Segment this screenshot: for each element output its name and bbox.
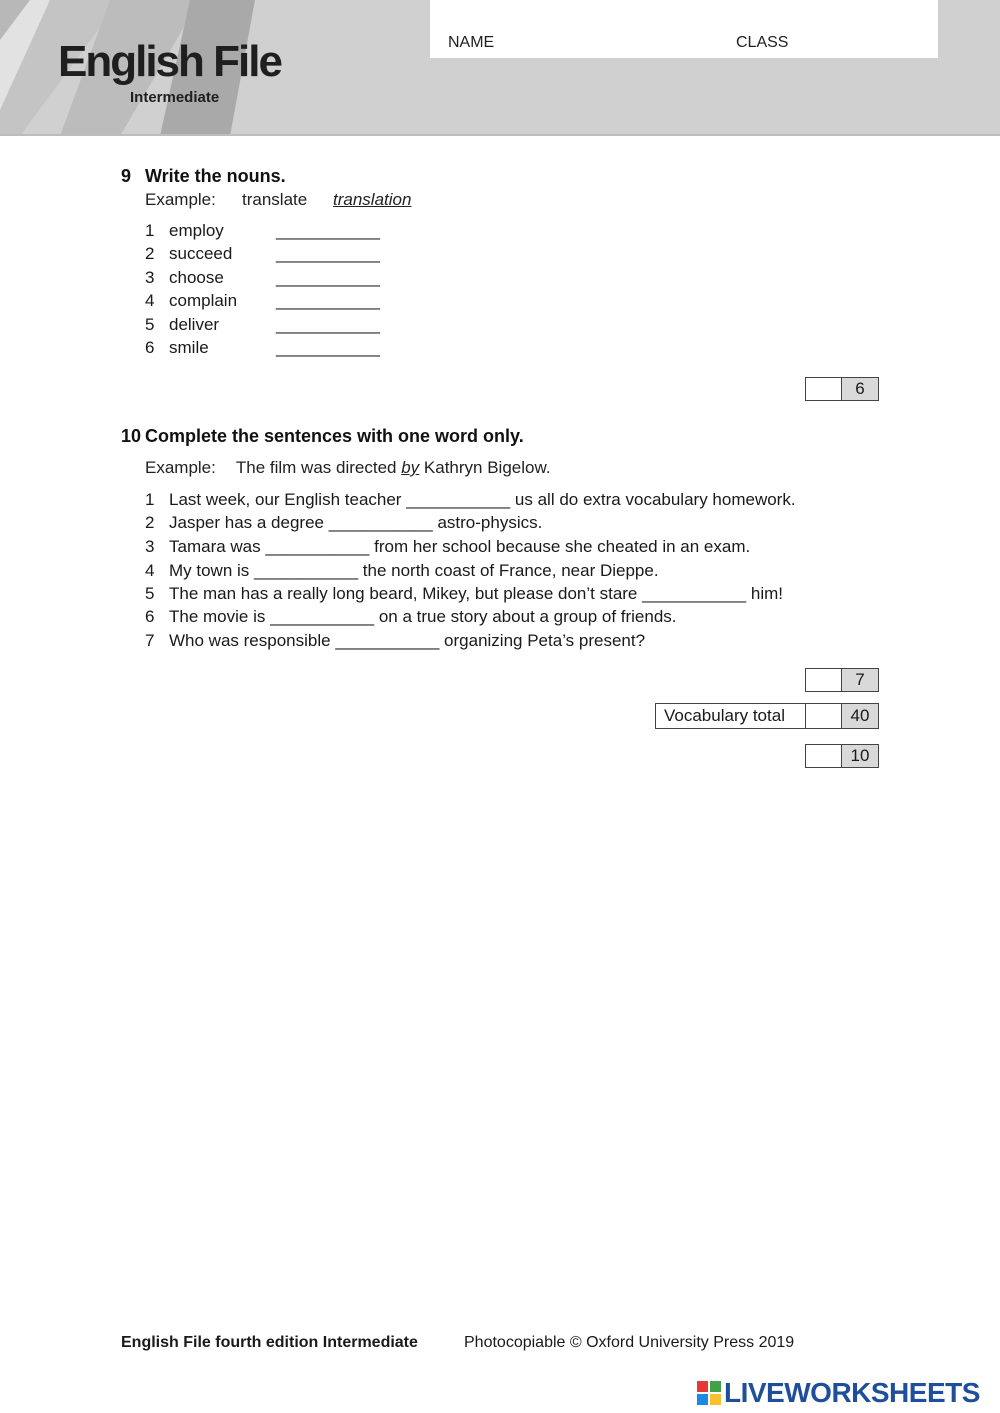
vocabulary-total-value: 40 xyxy=(842,704,878,728)
score-entry[interactable] xyxy=(806,378,842,400)
name-class-box[interactable] xyxy=(430,0,938,58)
exercise-10-score-box xyxy=(805,668,879,692)
answer-blank[interactable]: ___________ xyxy=(642,584,747,603)
answer-blank[interactable]: ___________ xyxy=(328,513,433,532)
class-label: CLASS xyxy=(736,34,789,51)
sentence-after: organizing Peta’s present? xyxy=(439,631,646,650)
item-number: 5 xyxy=(145,584,155,603)
sentence-before: My town is xyxy=(169,561,255,580)
item-number: 2 xyxy=(145,244,155,263)
exercise-10-example-answer: by xyxy=(401,458,420,477)
name-label: NAME xyxy=(448,34,495,51)
item-number: 1 xyxy=(145,490,155,509)
exercise-10-item xyxy=(145,631,645,653)
item-number: 2 xyxy=(145,513,155,532)
item-number: 3 xyxy=(145,268,155,287)
sentence-after: us all do extra vocabulary homework. xyxy=(510,490,796,509)
answer-blank[interactable]: ___________ xyxy=(276,338,381,357)
answer-blank[interactable]: ___________ xyxy=(265,537,370,556)
item-number: 6 xyxy=(145,607,155,626)
liveworksheets-text: LIVEWORKSHEETS xyxy=(724,1377,980,1408)
answer-blank[interactable]: ___________ xyxy=(335,631,440,650)
sentence-before: The man has a really long beard, Mikey, but please don’t stare xyxy=(169,584,643,603)
exercise-10-item xyxy=(145,607,677,629)
sentence-before: Jasper has a degree xyxy=(169,513,329,532)
page-header xyxy=(0,0,1000,136)
score-total: 6 xyxy=(842,378,878,400)
sentence-after: the north coast of France, near Dieppe. xyxy=(358,561,659,580)
exercise-9-example-label: Example: xyxy=(145,190,216,209)
answer-blank[interactable]: ___________ xyxy=(406,490,511,509)
vocabulary-total-label: Vocabulary total xyxy=(655,703,805,729)
exercise-9-item xyxy=(145,221,380,243)
exercise-10-item xyxy=(145,537,750,559)
exercise-10-item xyxy=(145,513,542,535)
score-entry[interactable] xyxy=(806,669,842,691)
sentence-before: The movie is xyxy=(169,607,271,626)
exercise-10-example-label: Example: xyxy=(145,458,216,477)
answer-blank[interactable]: ___________ xyxy=(276,315,381,334)
extra-score-value: 10 xyxy=(842,745,878,767)
exercise-9-item xyxy=(145,244,380,266)
exercise-9-item xyxy=(145,291,380,313)
logo-subtitle: Intermediate xyxy=(130,89,220,106)
sentence-after: him! xyxy=(746,584,783,603)
score-total: 7 xyxy=(842,669,878,691)
item-number: 1 xyxy=(145,221,155,240)
extra-score-box xyxy=(805,744,879,768)
exercise-10-example-after: Kathryn Bigelow. xyxy=(419,458,551,477)
item-word: deliver xyxy=(169,315,220,334)
sentence-after: on a true story about a group of friends. xyxy=(374,607,677,626)
item-word: choose xyxy=(169,268,224,287)
sentence-after: from her school because she cheated in an exam. xyxy=(369,537,751,556)
score-entry[interactable] xyxy=(806,745,842,767)
liveworksheets-logo[interactable] xyxy=(697,1376,980,1410)
item-number: 4 xyxy=(145,561,155,580)
answer-blank[interactable]: ___________ xyxy=(270,607,375,626)
answer-blank[interactable]: ___________ xyxy=(276,268,381,287)
exercise-10-item xyxy=(145,490,796,512)
answer-blank[interactable]: ___________ xyxy=(276,221,381,240)
item-word: succeed xyxy=(169,244,233,263)
vocabulary-total-box xyxy=(805,703,879,729)
exercise-9-example-answer: translation xyxy=(333,190,412,209)
exercise-10-item xyxy=(145,561,659,583)
exercise-10-example xyxy=(145,458,551,478)
item-number: 7 xyxy=(145,631,155,650)
answer-blank[interactable]: ___________ xyxy=(254,561,359,580)
liveworksheets-icon xyxy=(697,1381,721,1405)
item-word: smile xyxy=(169,338,209,357)
item-number: 4 xyxy=(145,291,155,310)
item-number: 6 xyxy=(145,338,155,357)
answer-blank[interactable]: ___________ xyxy=(276,244,381,263)
footer-copyright: Photocopiable © Oxford University Press 2019 xyxy=(464,1334,795,1351)
exercise-9-item xyxy=(145,268,380,290)
exercise-10-title: Complete the sentences with one word only. xyxy=(145,426,524,446)
exercise-9-item xyxy=(145,315,380,337)
exercise-9-example-word: translate xyxy=(242,190,308,209)
score-entry[interactable] xyxy=(806,704,842,728)
logo-title: English File xyxy=(58,37,281,86)
item-word: employ xyxy=(169,221,224,240)
exercise-9-item xyxy=(145,338,380,360)
footer-book-title: English File fourth edition Intermediate xyxy=(121,1334,418,1351)
sentence-after: astro-physics. xyxy=(432,513,543,532)
sentence-before: Tamara was xyxy=(169,537,266,556)
item-number: 5 xyxy=(145,315,155,334)
sentence-before: Who was responsible xyxy=(169,631,336,650)
exercise-10-item xyxy=(145,584,783,606)
item-word: complain xyxy=(169,291,238,310)
exercise-9-title: Write the nouns. xyxy=(145,166,286,186)
exercise-10-example-before: The film was directed xyxy=(235,458,402,477)
answer-blank[interactable]: ___________ xyxy=(276,291,381,310)
exercise-9-number: 9 xyxy=(121,166,132,186)
item-number: 3 xyxy=(145,537,155,556)
sentence-before: Last week, our English teacher xyxy=(169,490,407,509)
exercise-10-number: 10 xyxy=(121,426,142,446)
exercise-9-score-box xyxy=(805,377,879,401)
